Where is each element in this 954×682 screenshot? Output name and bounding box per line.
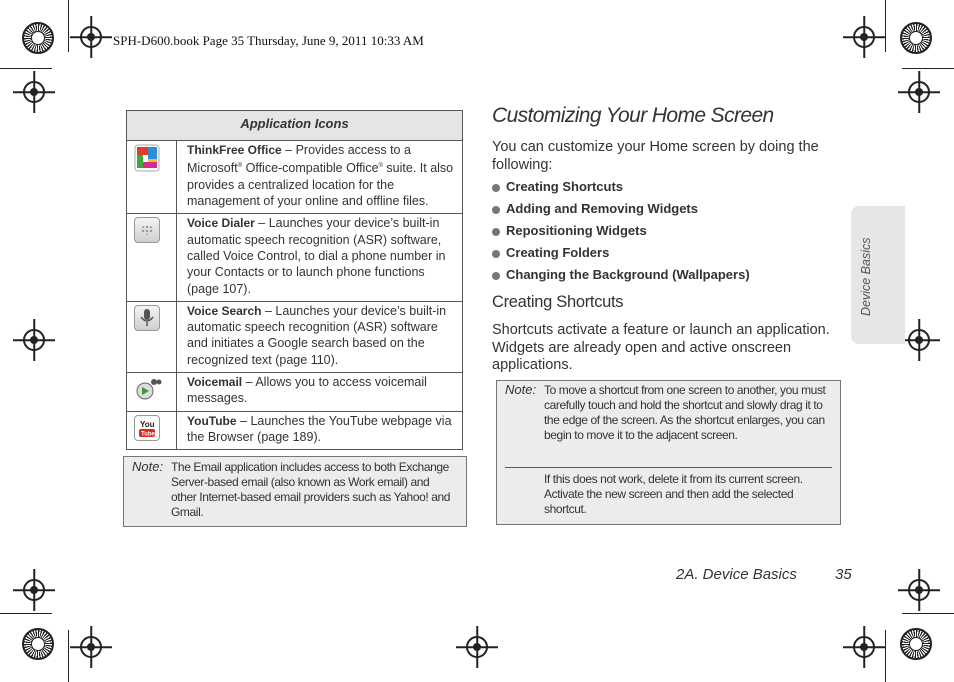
- desc-text: – Launches your device’s built-in automatic speech recognition (ASR) software and initiates a Google search based on the recognized text (page 110).: [187, 303, 447, 367]
- registration-mark: [908, 579, 930, 601]
- voicemail-icon: [134, 376, 160, 402]
- table-header: Application Icons: [127, 111, 463, 141]
- section-tab: [851, 206, 905, 344]
- voicemail-description: [177, 373, 463, 412]
- section-body: Shortcuts activate a feature or launch an application. Widgets are already open and active onscreen applications.: [492, 322, 830, 373]
- registration-mark: [853, 636, 875, 658]
- voice-search-description: [177, 301, 463, 372]
- desc-text: – Launches your device’s built-in automatic speech recognition (ASR) software, called Voice Control, to dial a phone number in your Contacts or to launch phone functions (page 107).: [187, 216, 446, 296]
- crop-line: [68, 630, 69, 682]
- registered-mark: ®: [378, 163, 383, 170]
- voice-dialer-description: [177, 214, 463, 301]
- list-item: Creating Shortcuts: [492, 179, 750, 201]
- table-row: [127, 141, 463, 214]
- registration-mark: [466, 636, 488, 658]
- note-label: Note:: [505, 382, 537, 397]
- crop-line: [885, 0, 886, 52]
- app-name: Voicemail: [187, 375, 243, 390]
- desc-text: suite. It also provides a centralized location for the management of your online and offline files.: [187, 161, 454, 209]
- app-name: Voice Dialer: [187, 216, 255, 231]
- app-name: Voice Search: [187, 303, 262, 318]
- app-name: YouTube: [187, 413, 237, 428]
- crop-line: [885, 630, 886, 682]
- note-text: To move a shortcut from one screen to another, you must carefully touch and hold the shortcut and slowly drag it to the edge of the screen. As the shortcut enlarges, you can begin to move it to the adjacent screen.: [544, 383, 826, 442]
- page-number: 35: [835, 566, 852, 583]
- crop-line: [0, 68, 52, 69]
- list-item: Creating Folders: [492, 245, 750, 267]
- customization-list: [492, 179, 750, 289]
- note-label: Note:: [132, 459, 164, 474]
- desc-text: Office-compatible Office: [242, 161, 379, 176]
- crop-line: [0, 613, 52, 614]
- youtube-icon: [134, 415, 160, 441]
- table-row: [127, 301, 463, 372]
- note-text: If this does not work, delete it from its current screen. Activate the new screen and then add the selected shortcut.: [544, 472, 803, 516]
- desc-text: – Allows you to access voicemail messages.: [187, 375, 427, 406]
- registration-mark: [23, 329, 45, 351]
- table-row: [127, 214, 463, 301]
- color-dial-mark: [900, 22, 932, 54]
- registration-mark: [908, 329, 930, 351]
- registration-mark: [853, 26, 875, 48]
- list-item: Repositioning Widgets: [492, 223, 750, 245]
- desc-text: – Provides access to a Microsoft: [187, 143, 411, 176]
- print-header-line: SPH-D600.book Page 35 Thursday, June 9, 2011 10:33 AM: [113, 33, 424, 48]
- voice-dialer-icon: [134, 217, 160, 243]
- svg-text:Tube: Tube: [141, 431, 155, 438]
- thinkfree-office-icon: [134, 144, 160, 170]
- registration-mark: [23, 81, 45, 103]
- svg-text:You: You: [140, 419, 155, 429]
- list-item: Adding and Removing Widgets: [492, 201, 750, 223]
- table-row: [127, 411, 463, 450]
- crop-line: [902, 613, 954, 614]
- registration-mark: [80, 636, 102, 658]
- table-row: [127, 373, 463, 412]
- note-divider: [505, 467, 832, 468]
- email-note: [123, 456, 467, 527]
- note-text: The Email application includes access to both Exchange Server-based email (also known as Work email) and other Internet-based email providers such as Yahoo! and Gmail.: [171, 460, 451, 519]
- thinkfree-office-description: [177, 141, 463, 214]
- desc-text: – Launches the YouTube webpage via the Browser (page 189).: [187, 413, 452, 444]
- shortcut-note: [496, 380, 841, 525]
- section-heading: Creating Shortcuts: [492, 293, 624, 311]
- app-name: ThinkFree Office: [187, 143, 282, 157]
- voice-search-icon: [134, 305, 160, 331]
- color-dial-mark: [900, 628, 932, 660]
- footer-section: 2A. Device Basics: [676, 566, 797, 583]
- page-title: Customizing Your Home Screen: [492, 104, 774, 127]
- youtube-description: [177, 411, 463, 450]
- color-dial-mark: [22, 22, 54, 54]
- crop-line: [902, 68, 954, 69]
- registration-mark: [908, 81, 930, 103]
- list-item: Changing the Background (Wallpapers): [492, 267, 750, 289]
- section-tab-label: Device Basics: [859, 237, 873, 316]
- application-icons-table: [126, 110, 463, 450]
- crop-line: [68, 0, 69, 52]
- intro-text: You can customize your Home screen by doing the following:: [492, 139, 819, 173]
- registration-mark: [23, 579, 45, 601]
- registration-mark: [80, 26, 102, 48]
- color-dial-mark: [22, 628, 54, 660]
- registered-mark: ®: [237, 163, 243, 170]
